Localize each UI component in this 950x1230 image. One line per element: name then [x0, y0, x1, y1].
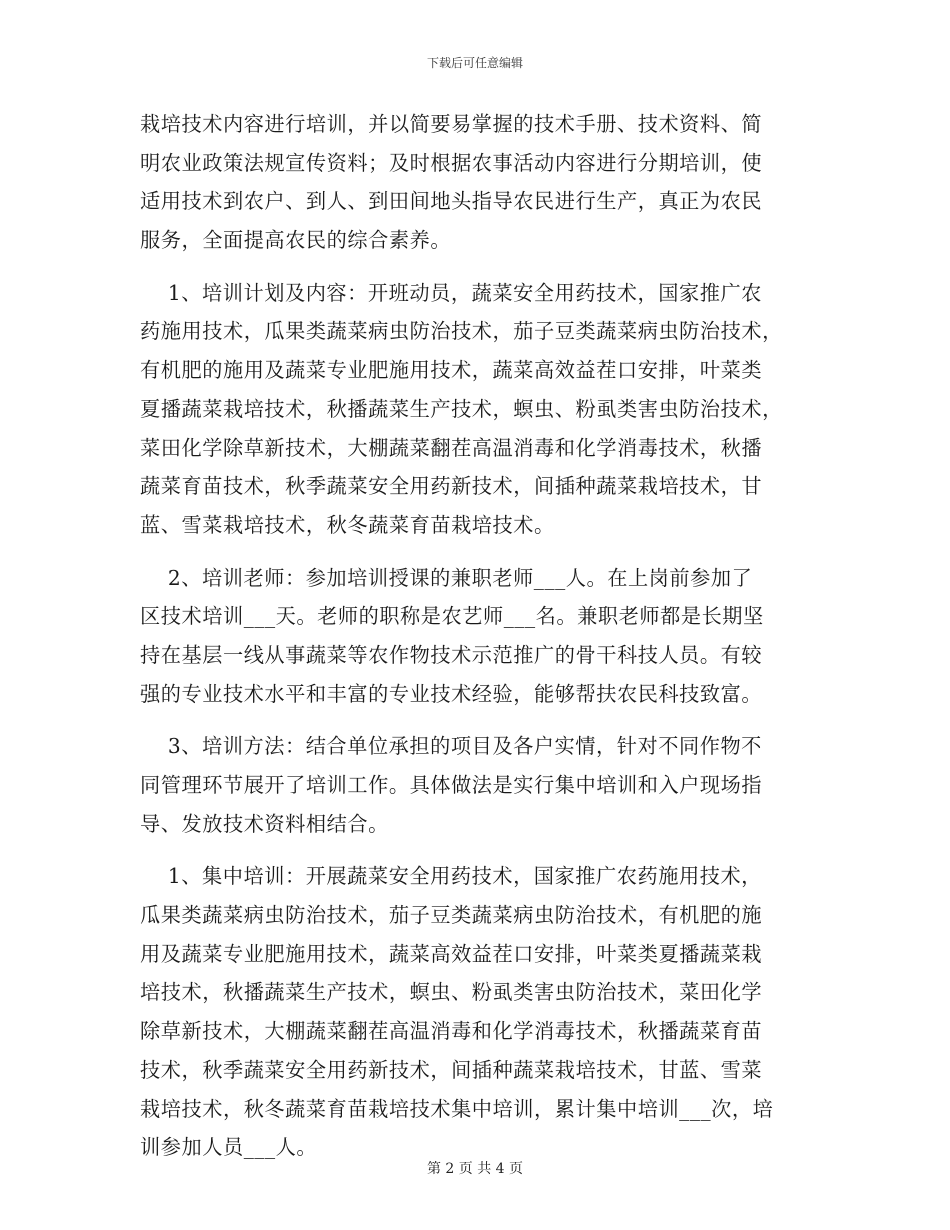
- paragraph: [140, 727, 810, 843]
- text-line: 用及蔬菜专业肥施用技术，蔬菜高效益茬口安排，叶菜类夏播蔬菜栽: [140, 941, 763, 966]
- text-line: 瓜果类蔬菜病虫防治技术，茄子豆类蔬菜病虫防治技术，有机肥的施: [140, 903, 763, 928]
- text-line: 菜田化学除草新技术，大棚蔬菜翻茬高温消毒和化学消毒技术，秋播: [140, 435, 763, 460]
- paragraph: [140, 274, 810, 545]
- text-line: 训参加人员___人。: [140, 1135, 318, 1160]
- text-line: 明农业政策法规宣传资料；及时根据农事活动内容进行分期培训，使: [140, 150, 763, 175]
- text-line: 蔬菜育苗技术，秋季蔬菜安全用药新技术，间插种蔬菜栽培技术，甘: [140, 474, 763, 499]
- text-line: 区技术培训___天。老师的职称是农艺师___名。兼职老师都是长期坚: [140, 604, 764, 629]
- text-line: 导、发放技术资料相结合。: [140, 811, 389, 836]
- paragraph: [140, 559, 810, 714]
- paragraph: [140, 105, 810, 260]
- page-number: 第 2 页 共 4 页: [426, 1161, 524, 1177]
- text-line: 除草新技术，大棚蔬菜翻茬高温消毒和化学消毒技术，秋播蔬菜育苗: [140, 1019, 763, 1044]
- text-line: 服务，全面提高农民的综合素养。: [140, 228, 452, 253]
- text-line: 3、培训方法：结合单位承担的项目及各户实情，针对不同作物不: [140, 734, 762, 759]
- text-line: 持在基层一线从事蔬菜等农作物技术示范推广的骨干科技人员。有较: [140, 642, 763, 667]
- text-line: 技术，秋季蔬菜安全用药新技术，间插种蔬菜栽培技术，甘蓝、雪菜: [140, 1057, 763, 1082]
- text-line: 2、培训老师：参加培训授课的兼职老师___人。在上岗前参加了: [140, 565, 753, 590]
- text-line: 夏播蔬菜栽培技术，秋播蔬菜生产技术，螟虫、粉虱类害虫防治技术，: [140, 396, 783, 421]
- text-line: 蓝、雪菜栽培技术，秋冬蔬菜育苗栽培技术。: [140, 512, 555, 537]
- text-line: 1、培训计划及内容：开班动员，蔬菜安全用药技术，国家推广农: [140, 280, 762, 305]
- text-line: 栽培技术，秋冬蔬菜育苗栽培技术集中培训，累计集中培训___次，培: [140, 1096, 774, 1121]
- text-line: 1、集中培训：开展蔬菜安全用药技术，国家推广农药施用技术，: [140, 864, 762, 889]
- text-line: 栽培技术内容进行培训，并以简要易掌握的技术手册、技术资料、简: [140, 112, 763, 136]
- text-line: 药施用技术，瓜果类蔬菜病虫防治技术，茄子豆类蔬菜病虫防治技术，: [140, 319, 783, 344]
- text-line: 同管理环节展开了培训工作。具体做法是实行集中培训和入户现场指: [140, 773, 763, 797]
- text-line: 强的专业技术水平和丰富的专业技术经验，能够帮扶农民科技致富。: [140, 681, 763, 706]
- text-line: 适用技术到农户、到人、到田间地头指导农民进行生产，真正为农民: [140, 189, 763, 214]
- text-line: 培技术，秋播蔬菜生产技术，螟虫、粉虱类害虫防治技术，菜田化学: [140, 980, 763, 1005]
- page-header: 下载后可任意编辑: [426, 56, 523, 70]
- paragraph: [140, 857, 810, 1167]
- document-body: [140, 105, 810, 1167]
- text-line: 有机肥的施用及蔬菜专业肥施用技术，蔬菜高效益茬口安排，叶菜类: [140, 358, 763, 383]
